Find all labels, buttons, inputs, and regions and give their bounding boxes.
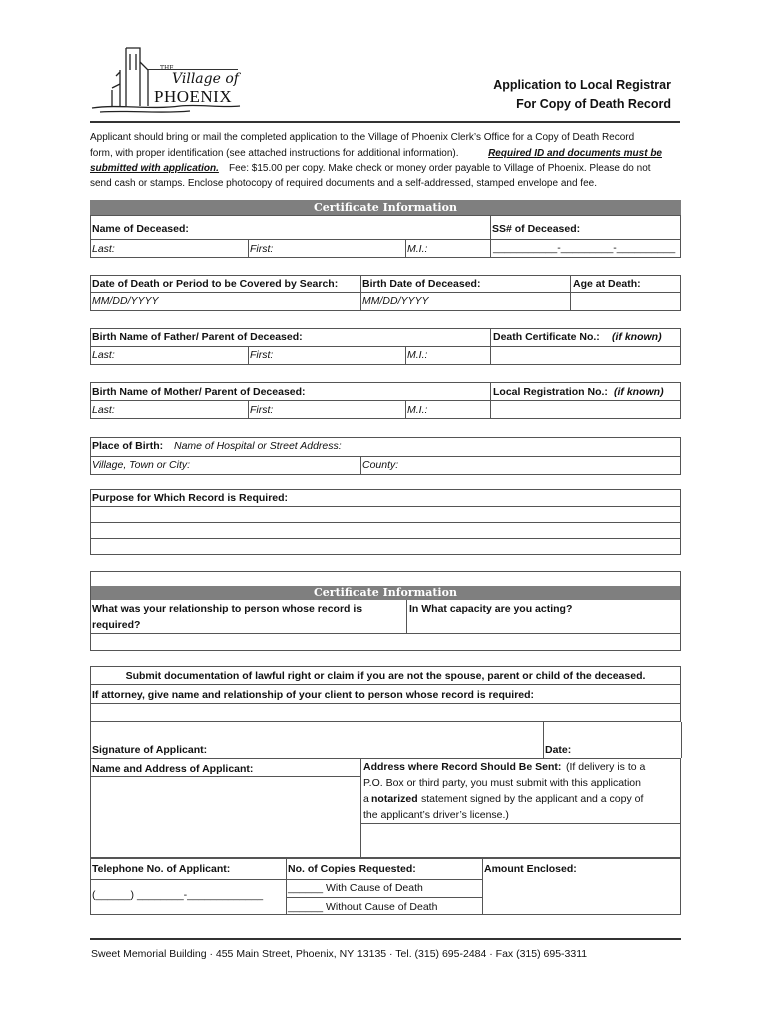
mother-first-label: First: bbox=[250, 404, 274, 416]
death-certificate-label: Death Certificate No.: bbox=[493, 331, 600, 343]
row-divider bbox=[90, 703, 681, 704]
local-registration-if-known: (if known) bbox=[614, 386, 664, 398]
amount-enclosed-label: Amount Enclosed: bbox=[484, 863, 577, 875]
col-divider bbox=[681, 722, 682, 758]
col-divider bbox=[248, 346, 249, 365]
row-divider bbox=[491, 400, 681, 401]
col-divider bbox=[90, 722, 91, 758]
hospital-address-label: Name of Hospital or Street Address: bbox=[174, 440, 342, 452]
purpose-label: Purpose for Which Record is Required: bbox=[92, 492, 289, 504]
row-divider bbox=[90, 633, 681, 634]
logo-phoenix: PHOENIX bbox=[154, 87, 233, 106]
relationship-label-line1: What was your relationship to person whose record is bbox=[92, 603, 363, 615]
header-subtitle: For Copy of Death Record bbox=[516, 97, 671, 111]
col-divider bbox=[490, 239, 491, 258]
col-divider bbox=[405, 400, 406, 419]
row-divider bbox=[286, 897, 482, 898]
intro-line: form, with proper identification (see attached instructions for additional information). bbox=[90, 148, 459, 159]
birth-date-label: Birth Date of Deceased: bbox=[362, 278, 481, 290]
intro-line: send cash or stamps. Enclose photocopy of required documents and a self-addressed, stamped envelope and fee. bbox=[90, 178, 597, 189]
row-divider bbox=[90, 522, 681, 523]
row-divider bbox=[90, 684, 681, 685]
ss-number-field[interactable]: ___________-_________-__________ bbox=[493, 242, 676, 254]
mailing-address-note: a bbox=[363, 793, 369, 805]
attorney-label: If attorney, give name and relationship of your client to person whose record is required: bbox=[92, 689, 535, 701]
header-title: Application to Local Registrar bbox=[493, 78, 671, 92]
footer-rule bbox=[90, 938, 681, 940]
telephone-field[interactable]: (______) ________-_____________ bbox=[92, 889, 264, 901]
mother-name-label: Birth Name of Mother/ Parent of Deceased: bbox=[92, 386, 306, 398]
intro-line: Fee: $15.00 per copy. Make check or money order payable to Village of Phoenix. Please do not bbox=[229, 163, 651, 174]
certificate-information-band: Certificate Information bbox=[90, 200, 681, 215]
row-divider bbox=[491, 346, 681, 347]
father-mi-label: M.I.: bbox=[407, 349, 428, 361]
row-divider bbox=[360, 823, 681, 824]
row-divider bbox=[90, 538, 681, 539]
row-divider bbox=[286, 879, 482, 880]
row-divider bbox=[90, 239, 681, 240]
name-of-deceased-label: Name of Deceased: bbox=[92, 223, 189, 235]
father-name-label: Birth Name of Father/ Parent of Deceased: bbox=[92, 331, 303, 343]
local-registration-label: Local Registration No.: bbox=[493, 386, 608, 398]
mailing-address-note: the applicant’s driver’s license.) bbox=[363, 809, 509, 821]
father-first-label: First: bbox=[250, 349, 274, 361]
intro-emphasis: Required ID and documents must be bbox=[488, 148, 662, 159]
mailing-address-notarized: notarized bbox=[371, 793, 418, 805]
intro-line: Applicant should bring or mail the completed application to the Village of Phoenix Clerk’s Office for a Copy of Death Record bbox=[90, 132, 635, 143]
age-at-death-label: Age at Death: bbox=[573, 278, 641, 290]
copies-requested-label: No. of Copies Requested: bbox=[288, 863, 416, 875]
logo-rule bbox=[148, 69, 238, 70]
footer-address: Sweet Memorial Building · 455 Main Street, Phoenix, NY 13135 · Tel. (315) 695-2484 · Fax (315) 695-3311 bbox=[91, 948, 588, 960]
row-divider bbox=[90, 776, 360, 777]
row-divider bbox=[90, 400, 491, 401]
deceased-mi-label: M.I.: bbox=[407, 243, 428, 255]
col-divider bbox=[360, 456, 361, 475]
relationship-label-line2: required? bbox=[92, 619, 141, 631]
ss-label: SS# of Deceased: bbox=[492, 223, 581, 235]
mother-last-label: Last: bbox=[92, 404, 115, 416]
row-divider bbox=[90, 506, 681, 507]
mailing-address-note: P.O. Box or third party, you must submit with this application bbox=[363, 777, 641, 789]
place-of-birth-label: Place of Birth: bbox=[92, 440, 164, 452]
name-address-label: Name and Address of Applicant: bbox=[92, 763, 254, 775]
col-divider bbox=[570, 275, 571, 311]
header-rule bbox=[90, 121, 680, 123]
row-divider bbox=[90, 346, 491, 347]
col-divider bbox=[360, 275, 361, 311]
col-divider bbox=[543, 722, 544, 758]
signature-label: Signature of Applicant: bbox=[92, 744, 208, 756]
mailing-address-note: (If delivery is to a bbox=[566, 761, 646, 773]
death-certificate-if-known: (if known) bbox=[612, 331, 662, 343]
mailing-address-label: Address where Record Should Be Sent: bbox=[363, 761, 562, 773]
row-divider bbox=[90, 879, 286, 880]
col-divider bbox=[360, 758, 361, 858]
col-divider bbox=[248, 400, 249, 419]
intro-emphasis: submitted with application. bbox=[90, 163, 219, 174]
col-divider bbox=[286, 858, 287, 915]
col-divider bbox=[405, 346, 406, 365]
mother-mi-label: M.I.: bbox=[407, 404, 428, 416]
date-of-death-label: Date of Death or Period to be Covered by Search: bbox=[92, 278, 339, 290]
col-divider bbox=[490, 215, 491, 239]
logo-village-of: Village of bbox=[172, 71, 239, 87]
col-divider bbox=[405, 239, 406, 258]
birth-date-field[interactable]: MM/DD/YYYY bbox=[362, 295, 429, 307]
village-town-city-label: Village, Town or City: bbox=[92, 459, 191, 471]
col-divider bbox=[406, 600, 407, 633]
submit-documentation-notice: Submit documentation of lawful right or claim if you are not the spouse, parent or child of the deceased. bbox=[125, 670, 646, 682]
mailing-address-note: statement signed by the applicant and a copy of bbox=[421, 793, 644, 805]
without-cause-of-death-option[interactable]: ______ Without Cause of Death bbox=[288, 901, 438, 913]
county-label: County: bbox=[362, 459, 399, 471]
row-divider bbox=[90, 456, 681, 457]
capacity-label: In What capacity are you acting? bbox=[409, 603, 573, 615]
date-of-death-field[interactable]: MM/DD/YYYY bbox=[92, 295, 159, 307]
with-cause-of-death-option[interactable]: ______ With Cause of Death bbox=[288, 882, 423, 894]
telephone-label: Telephone No. of Applicant: bbox=[92, 863, 231, 875]
deceased-last-label: Last: bbox=[92, 243, 115, 255]
deceased-first-label: First: bbox=[250, 243, 274, 255]
father-last-label: Last: bbox=[92, 349, 115, 361]
date-label: Date: bbox=[545, 744, 572, 756]
certificate-information-band-2: Certificate Information bbox=[91, 586, 680, 600]
col-divider bbox=[482, 858, 483, 915]
col-divider bbox=[248, 239, 249, 258]
row-divider bbox=[90, 292, 681, 293]
logo-the: THE bbox=[160, 65, 174, 72]
